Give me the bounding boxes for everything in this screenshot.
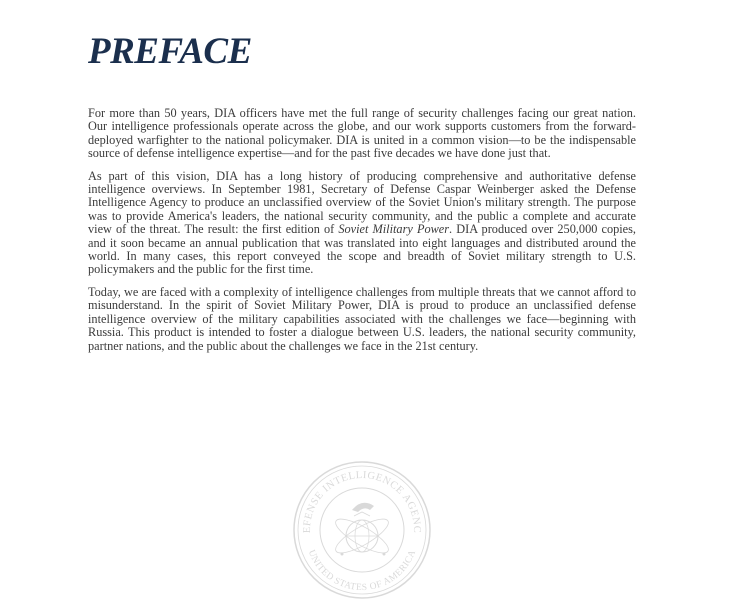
paragraph-2-text-start: As part of this vision, DIA has a long history of producing comprehensive and authoritative defense intelligence overviews. In September 1981, Secretary of Defense Caspar Weinberger asked the Defense Intelligence Agency to produce an unclassified overview of the Soviet Union's military strength. The purpose was to provide America's leaders, the national security community, and the public a complete and accurate view of the threat. The result: the first edition of <box>88 168 636 237</box>
preface-body <box>88 107 636 362</box>
svg-text:DEFENSE INTELLIGENCE AGENCY <box>292 460 422 533</box>
paragraph-3: Today, we are faced with a complexity of intelligence challenges from multiple threats that we cannot afford to misunderstand. In the spirit of Soviet Military Power, DIA is proud to produce an unclassified defense intelligence overview of the military capabilities associated with the challenges we face—beginning with Russia. This product is intended to foster a dialogue between U.S. leaders, the national security community, partner nations, and the public about the challenges we face in the 21st century. <box>88 284 636 353</box>
publication-title: Soviet Military Power <box>338 222 450 237</box>
seal-top-text: EFENSE INTELLIGENCE AGENC <box>301 469 423 534</box>
paragraph-2 <box>88 170 636 277</box>
seal-bottom-text: UNITED STATES OF AMERICA <box>305 548 419 594</box>
page-title: PREFACE <box>88 31 252 72</box>
paragraph-2-text-end: . DIA produced over 250,000 copies, and it soon became an annual publication that was translated into eight languages and distributed around the world. In many cases, this report conveyed the scope and breadth of Soviet military strength to U.S. policymakers and the public for the first time. <box>88 222 636 277</box>
svg-text:UNITED STATES OF AMERICA <box>306 549 418 593</box>
dia-seal-icon <box>292 460 432 600</box>
paragraph-1: For more than 50 years, DIA officers have met the full range of security challenges facing our great nation. Our intelligence professionals operate across the globe, and our work supports customers from the forward-deployed warfighter to the national policymaker. DIA is united in a common vision—to be the indispensable source of defense intelligence expertise—and for the past five decades we have done just that. <box>88 106 636 161</box>
